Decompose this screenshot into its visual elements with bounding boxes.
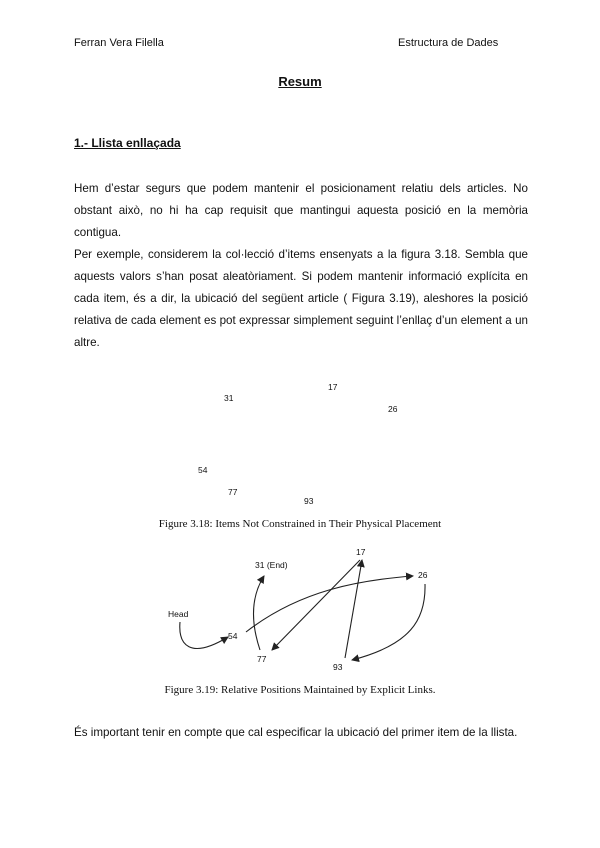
link-54-26 bbox=[246, 576, 413, 632]
link-93-17 bbox=[345, 560, 362, 658]
link-26-93 bbox=[352, 584, 425, 660]
section-heading: 1.- Llista enllaçada bbox=[74, 136, 181, 150]
figure-3-19 bbox=[150, 540, 450, 680]
label-17: 17 bbox=[356, 547, 366, 557]
item-54: 54 bbox=[198, 465, 208, 475]
paragraph-intro: Hem d’estar segurs que podem mantenir el posicionament relatiu dels articles. No obstant això, no hi ha cap requisit que mantingui aquesta posició en la memòria contigua. bbox=[74, 182, 528, 239]
item-26: 26 bbox=[388, 404, 398, 414]
page-title: Resum bbox=[278, 74, 322, 89]
figure-3-19-caption: Figure 3.19: Relative Positions Maintained by Explicit Links. bbox=[164, 684, 436, 696]
label-head: Head bbox=[168, 609, 189, 619]
item-17: 17 bbox=[328, 382, 338, 392]
header-author: Ferran Vera Filella bbox=[74, 37, 164, 49]
header-course: Estructura de Dades bbox=[398, 37, 499, 49]
item-93: 93 bbox=[304, 496, 314, 506]
item-77: 77 bbox=[228, 487, 238, 497]
figure-3-18-caption: Figure 3.18: Items Not Constrained in Their Physical Placement bbox=[158, 518, 442, 530]
label-93: 93 bbox=[333, 662, 343, 672]
label-77: 77 bbox=[257, 654, 267, 664]
paragraph-example: Per exemple, considerem la col·lecció d’items ensenyats a la figura 3.18. Sembla que aquests valors s’han posat aleatòriament. Si podem mantenir informació explícita en cada item, és a dir, la ubicació del següent article ( Figura 3.19), aleshores la posició relativa de cada element es pot expressar simplement seguint l’enllaç d’un element a un altre. bbox=[74, 248, 528, 349]
link-17-77 bbox=[272, 560, 360, 650]
link-head-54 bbox=[180, 622, 228, 648]
label-54: 54 bbox=[228, 631, 238, 641]
label-26: 26 bbox=[418, 570, 428, 580]
label-31-end: 31 (End) bbox=[255, 560, 288, 570]
item-31: 31 bbox=[224, 393, 234, 403]
paragraph-note: És important tenir en compte que cal especificar la ubicació del primer item de la llista. bbox=[74, 726, 518, 739]
link-77-31 bbox=[254, 576, 264, 650]
